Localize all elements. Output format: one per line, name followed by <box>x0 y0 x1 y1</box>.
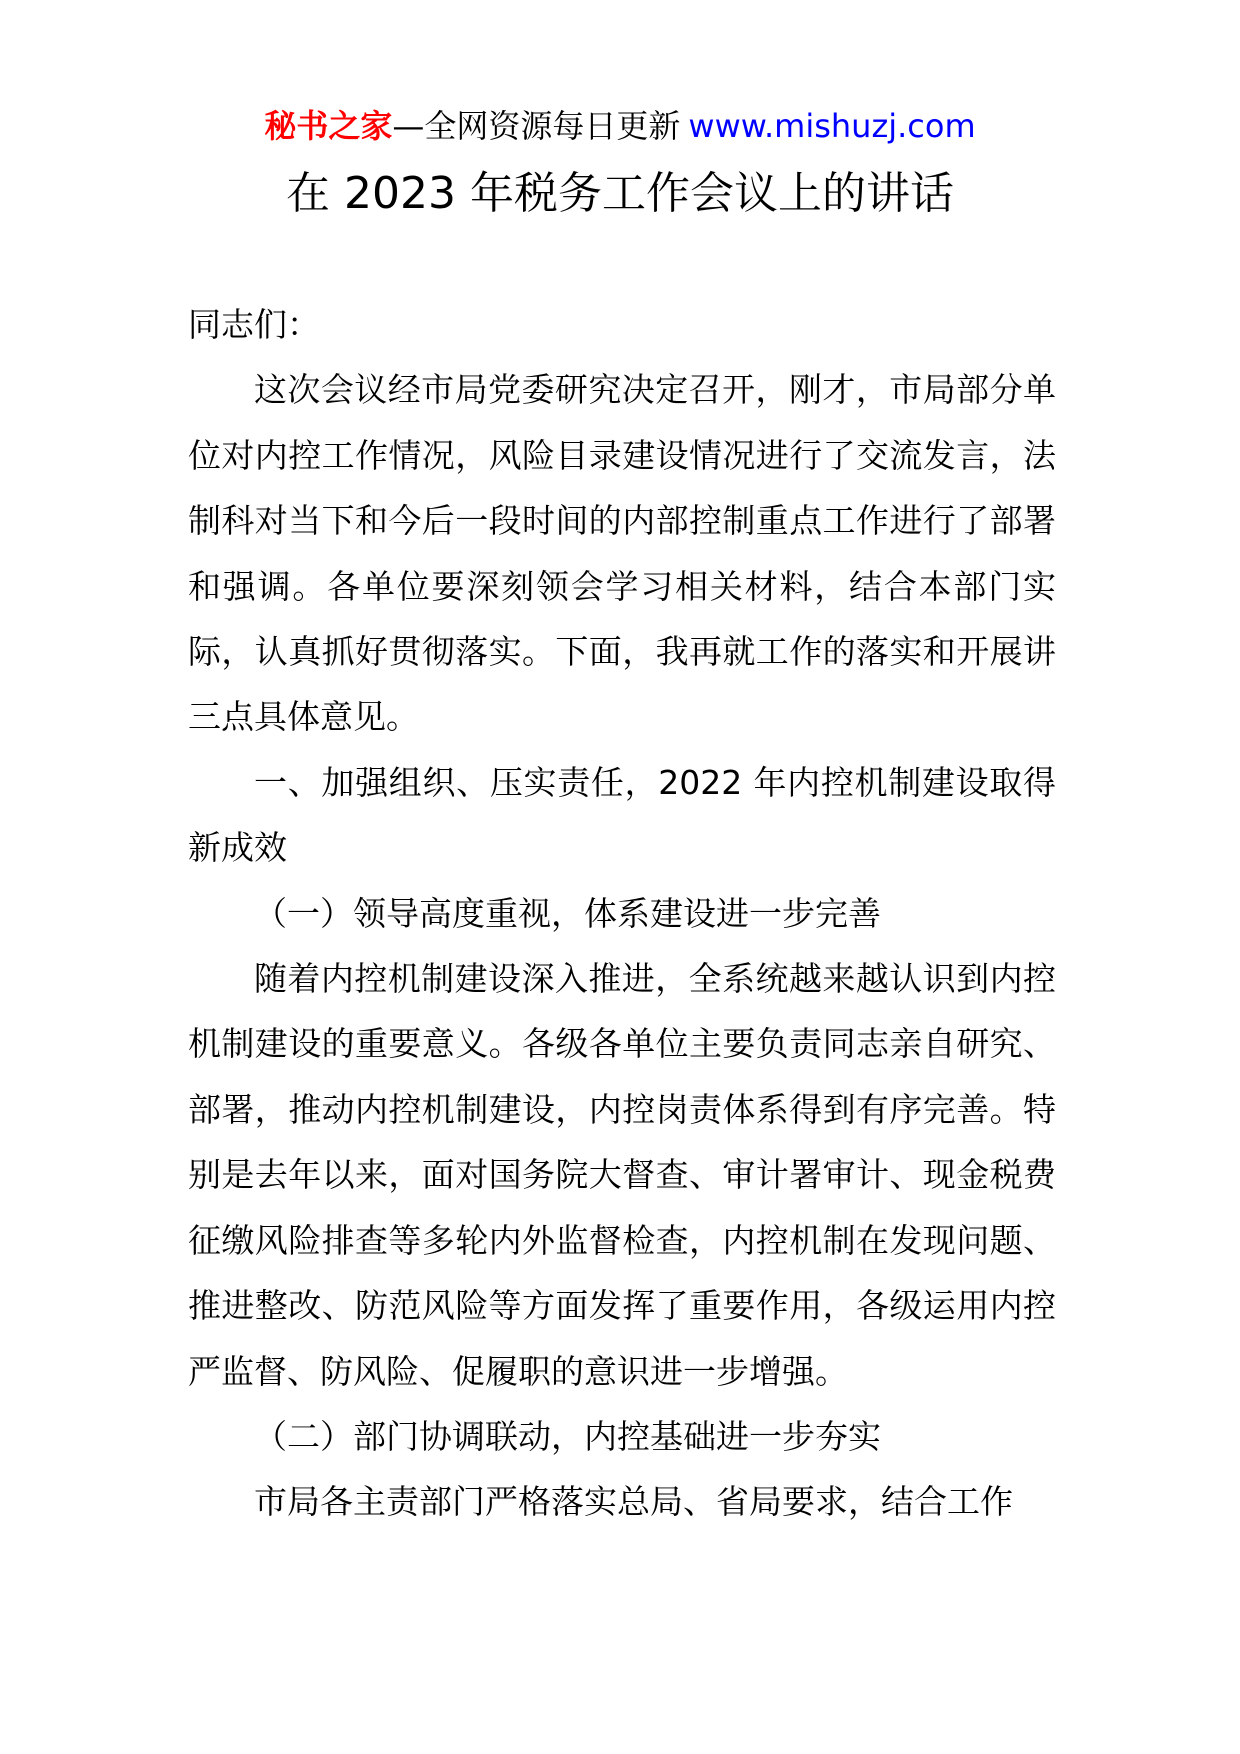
site-url-link[interactable]: www.mishuzj.com <box>688 107 976 145</box>
paragraph-coordination: 市局各主责部门严格落实总局、省局要求，结合工作 <box>254 1482 1013 1522</box>
document-body <box>188 292 1056 1535</box>
site-slogan: —全网资源每日更新 <box>392 107 681 145</box>
subsection-heading-2: （二）部门协调联动，内控基础进一步夯实 <box>254 1416 881 1456</box>
paragraph-leadership: 随着内控机制建设深入推进，全系统越来越认识到内控机制建设的重要意义。各级各单位主要负责同志亲自研究、部署，推动内控机制建设，内控岗责体系得到有序完善。特别是去年以来，面对国务院大督查、审计署审计、现金税费征缴风险排查等多轮内外监督检查，内控机制在发现问题、推进整改、防范风险等方面发挥了重要作用，各级运用内控严监督、防风险、促履职的意识进一步增强。 <box>188 959 1056 1391</box>
site-header <box>0 104 1240 148</box>
site-brand: 秘书之家 <box>264 107 393 145</box>
document-title: 在 2023 年税务工作会议上的讲话 <box>286 168 954 219</box>
greeting: 同志们： <box>188 305 320 344</box>
paragraph-intro: 这次会议经市局党委研究决定召开，刚才，市局部分单位对内控工作情况，风险目录建设情况进行了交流发言，法制科对当下和今后一段时间的内部控制重点工作进行了部署和强调。各单位要深刻领会学习相关材料，结合本部门实际，认真抓好贯彻落实。下面，我再就工作的落实和开展讲三点具体意见。 <box>188 370 1056 737</box>
section-heading-1: 一、加强组织、压实责任，2022 年内控机制建设取得新成效 <box>188 762 1056 868</box>
subsection-heading-1: （一）领导高度重视，体系建设进一步完善 <box>254 893 881 933</box>
